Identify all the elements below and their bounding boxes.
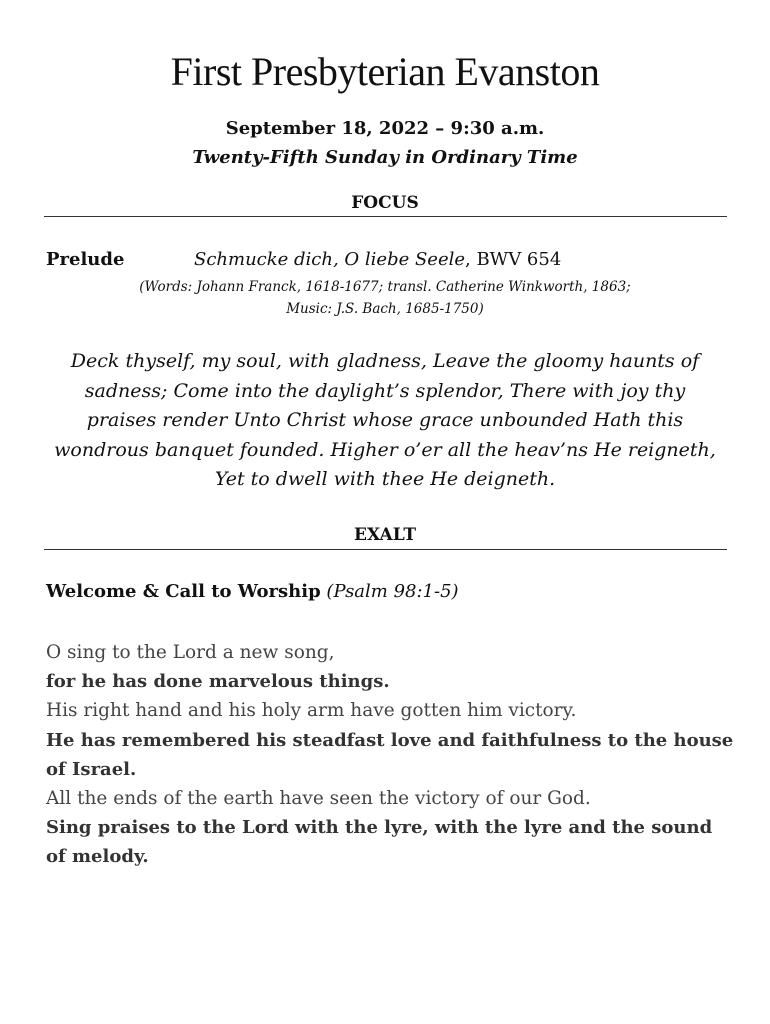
people-line: for he has done marvelous things. <box>46 671 390 693</box>
scripture-reference: (Psalm 98:1-5) <box>326 581 459 602</box>
people-line: Sing praises to the Lord with the lyre, with the lyre and the sound of melody. <box>46 817 713 868</box>
welcome-heading <box>46 581 459 602</box>
prelude-title: Schmucke dich, O liebe Seele <box>194 249 466 270</box>
prelude-catalog: , BWV 654 <box>465 249 562 270</box>
hymn-text: Deck thyself, my soul, with gladness, Leave the gloomy haunts of sadness; Come into the daylight’s splendor, There with joy thy praises render Unto Christ whose grace unbounded Hath this wondrous banquet founded. Higher o’er all the heav’ns He reigneth, Yet to dwell with thee He deigneth. <box>54 350 716 490</box>
section-divider-focus <box>44 216 727 217</box>
prelude-credits <box>0 276 770 320</box>
leader-line: All the ends of the earth have seen the victory of our God. <box>46 788 591 810</box>
call-to-worship <box>46 638 736 872</box>
people-line: He has remembered his steadfast love and faithfulness to the house of Israel. <box>46 729 734 780</box>
credits-line: Music: J.S. Bach, 1685-1750) <box>286 301 484 317</box>
liturgical-season: Twenty-Fifth Sunday in Ordinary Time <box>192 147 578 168</box>
leader-line: His right hand and his holy arm have gotten him victory. <box>46 700 577 722</box>
page-title: First Presbyterian Evanston <box>170 49 600 94</box>
prelude-label: Prelude <box>46 249 125 270</box>
welcome-label: Welcome & Call to Worship <box>46 581 321 602</box>
section-heading-exalt: EXALT <box>354 525 416 545</box>
service-date: September 18, 2022 – 9:30 a.m. <box>225 118 545 139</box>
credits-line: (Words: Johann Franck, 1618-1677; transl. Catherine Winkworth, 1863; <box>139 279 631 295</box>
prelude-piece <box>194 249 561 270</box>
section-divider-exalt <box>44 549 727 550</box>
leader-line: O sing to the Lord a new song, <box>46 642 335 663</box>
section-heading-focus: FOCUS <box>351 193 419 213</box>
